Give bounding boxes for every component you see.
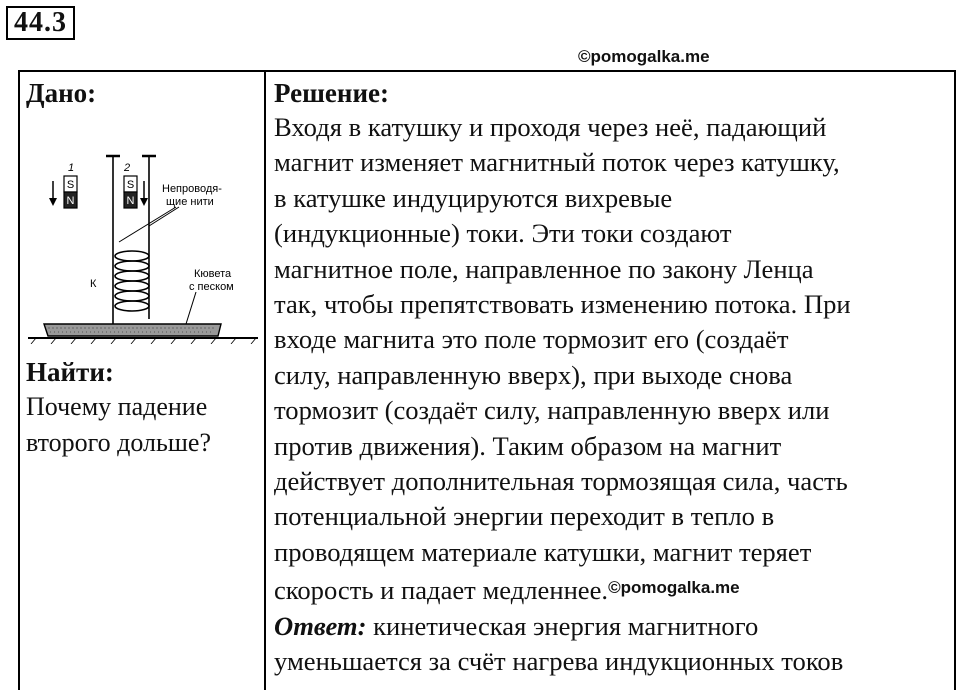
magnet-2-s-label: S (126, 179, 135, 191)
answer-line2: уменьшается за счёт нагрева индукционных токов (274, 646, 844, 677)
pointer-line (186, 292, 196, 324)
solution-heading: Решение: (274, 78, 389, 108)
solution-line: магнит изменяет магнитный поток через катушку, (274, 147, 840, 178)
solution-line: тормозит (создаёт силу, направленную вверх или (274, 395, 830, 426)
find-question-line2: второго дольше? (26, 428, 211, 457)
cuvette-label-line2: с песком (189, 281, 234, 293)
answer-line1 (274, 609, 954, 644)
find-heading: Найти: (26, 357, 114, 387)
magnet-1-number: 1 (68, 162, 75, 174)
magnet-2-n-label: N (126, 195, 135, 207)
inline-watermark: ©pomogalka.me (608, 578, 740, 598)
column-divider (264, 72, 266, 690)
solution-line: проводящем материале катушки, магнит теряет (274, 536, 812, 567)
solution-line: Входя в катушку и проходя через неё, падающий (274, 112, 827, 142)
answer-label: Ответ: (274, 610, 367, 641)
threads-label-line2: щие нити (166, 196, 214, 208)
solution-line: (индукционные) токи. Эти токи создают (274, 218, 732, 249)
down-arrow-icon (49, 198, 57, 206)
given-column (26, 76, 260, 461)
solution-last-line (274, 570, 954, 608)
solution-table (18, 70, 956, 690)
find-question-line1: Почему падение (26, 392, 208, 421)
watermark: ©pomogalka.me (578, 47, 710, 66)
solution-last-line-text: скорость и падает медленнее. (274, 575, 609, 606)
answer-text: кинетическая энергия магнитного (366, 610, 759, 641)
solution-line: так, чтобы препятствовать изменению потока. При (274, 289, 851, 320)
coil-label: К (90, 278, 97, 290)
solution-line: потенциальной энергии переходит в тепло в (274, 501, 775, 532)
solution-line: силу, направленную вверх), при выходе снова (274, 359, 793, 390)
magnet-1-n-label: N (66, 195, 75, 207)
pointer-line (149, 207, 179, 226)
down-arrow-icon (140, 198, 148, 206)
given-heading: Дано: (26, 78, 97, 108)
pointer-line (119, 207, 176, 242)
solution-line: магнитное поле, направленное по закону Ленца (274, 253, 814, 284)
solution-line: против движения). Таким образом на магнит (274, 430, 782, 461)
cuvette-with-sand (44, 324, 221, 336)
problem-number: 44.3 (6, 6, 75, 40)
threads-label-line1: Непроводя- (162, 183, 222, 195)
magnet-2-number: 2 (124, 162, 131, 174)
solution-column (274, 76, 954, 680)
solution-line: входе магнита это поле тормозит его (создаёт (274, 324, 789, 355)
solution-line: в катушке индуцируются вихревые (274, 182, 673, 213)
solution-line: действует дополнительная тормозящая сила, часть (274, 466, 848, 497)
cuvette-label-line1: Кювета (194, 268, 232, 280)
coil (115, 251, 149, 311)
magnet-1-s-label: S (66, 179, 75, 191)
experiment-figure (26, 114, 260, 344)
